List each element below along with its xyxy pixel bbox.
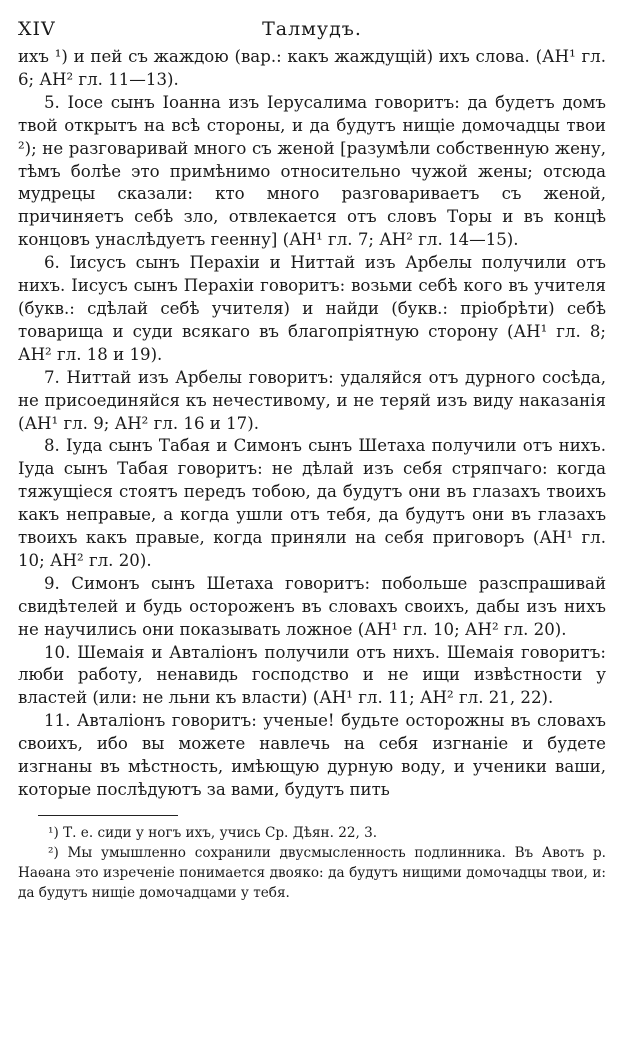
- footnotes: [18, 823, 606, 903]
- footnote-divider: [38, 815, 178, 816]
- paragraph-11: 11. Авталіонъ говоритъ: ученые! будьте осторожны въ словахъ своихъ, ибо вы можете навлечь на себя изгнаніе и будете изгнаны въ мѣстность, имѣющую дурную воду, и ученики ваши, которые послѣдуютъ за вами, будутъ пить: [18, 711, 606, 799]
- paragraph-5: 5. Іосе сынъ Іоанна изъ Іерусалима говоритъ: да будетъ домъ твой открытъ на всѣ стороны, и да будутъ нищіе домочадцы твои ²); не разговаривай много съ женой [разумѣли собственную жену, тѣмъ болѣе это примѣнимо относительно чужой жены; отсюда мудрецы сказали: кто много разговариваетъ съ женой, причиняетъ себѣ зло, отвлекается отъ словъ Торы и въ концѣ концовъ унаслѣдуетъ геенну] (АН¹ гл. 7; АН² гл. 14—15).: [18, 92, 606, 250]
- paragraph-6: 6. Іисусъ сынъ Перахіи и Ниттай изъ Арбелы получили отъ нихъ. Іисусъ сынъ Перахіи говоритъ: возьми себѣ кого въ учителя (букв.: сдѣлай себѣ учителя) и найди (букв.: пріобрѣти) себѣ товарища и суди всякаго въ благопріятную сторону (АН¹ гл. 8; АН² гл. 18 и 19).: [18, 253, 606, 364]
- running-title: Талмудъ.: [262, 18, 362, 40]
- paragraph-continuation: ихъ ¹) и пей съ жаждою (вар.: какъ жаждущій) ихъ слова. (АН¹ гл. 6; АН² гл. 11—13).: [18, 47, 606, 89]
- paragraph-8: 8. Іуда сынъ Табая и Симонъ сынъ Шетаха получили отъ нихъ. Іуда сынъ Табая говоритъ: не дѣлай изъ себя стряпчаго: когда тяжущіеся стоятъ передъ тобою, да будутъ они въ глазахъ твоихъ какъ неправые, а когда ушли отъ тебя, да будутъ они въ глазахъ твоихъ какъ правые, когда приняли на себя приговоръ (АН¹ гл. 10; АН² гл. 20).: [18, 436, 606, 570]
- main-text: [18, 46, 606, 802]
- paragraph-9: 9. Симонъ сынъ Шетаха говоритъ: побольше разспрашивай свидѣтелей и будь остороженъ въ словахъ своихъ, дабы изъ нихъ не научились они показывать ложное (АН¹ гл. 10; АН² гл. 20).: [18, 573, 606, 639]
- footnote-1: ¹) Т. е. сиди у ногъ ихъ, учись Ср. Дѣян. 22, 3.: [48, 824, 378, 841]
- footnote-2: ²) Мы умышленно сохранили двусмысленность подлинника. Въ Авотъ р. Наѳана это изреченіе понимается двояко: да будутъ нищими домочадцы твои, и: да будутъ нищіе домочадцами у тебя.: [18, 844, 606, 901]
- paragraph-7: 7. Ниттай изъ Арбелы говоритъ: удаляйся отъ дурного сосѣда, не присоединяйся къ нечестивому, и не теряй изъ виду наказанія (АН¹ гл. 9; АН² гл. 16 и 17).: [18, 367, 606, 433]
- paragraph-10: 10. Шемаія и Авталіонъ получили отъ нихъ. Шемаія говоритъ: люби работу, ненавидь господство и не ищи извѣстности у властей (или: не льни къ власти) (АН¹ гл. 11; АН² гл. 21, 22).: [18, 642, 606, 708]
- page-header: [18, 12, 606, 46]
- page-number: XIV: [18, 18, 56, 40]
